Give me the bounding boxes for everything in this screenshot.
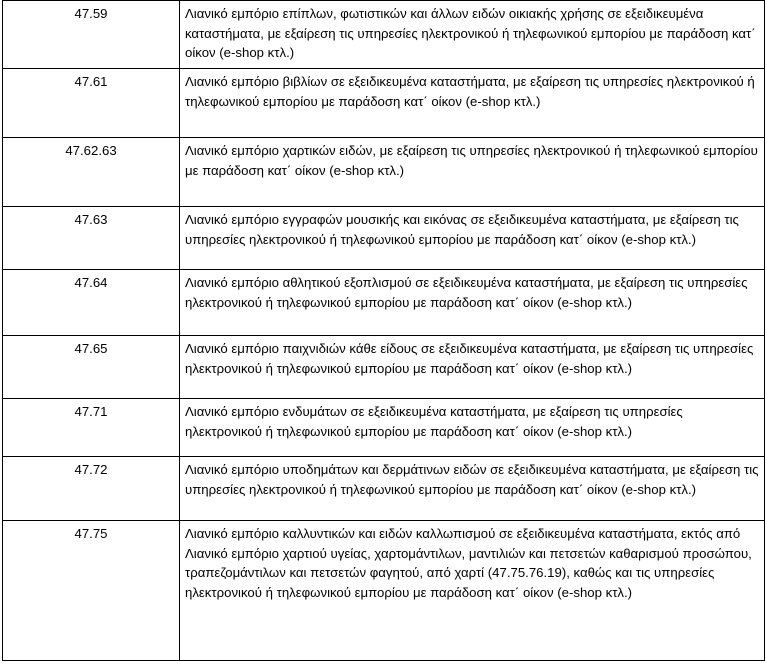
activity-description-cell: Λιανικό εμπόριο αθλητικού εξοπλισμού σε εξειδικευμένα καταστήματα, με εξαίρεση τις υπηρεσίες ηλεκτρονικού ή τηλεφωνικού εμπορίου με παράδοση κατ΄ οίκον (e-shop κτλ.) — [180, 270, 765, 336]
table-row — [3, 399, 765, 457]
activity-codes-table — [2, 0, 765, 661]
table-row — [3, 521, 765, 661]
table-row — [3, 207, 765, 270]
activity-description-cell: Λιανικό εμπόριο χαρτικών ειδών, με εξαίρεση τις υπηρεσίες ηλεκτρονικού ή τηλεφωνικού εμπορίου με παράδοση κατ΄ οίκον (e-shop κτλ.) — [180, 138, 765, 207]
activity-description-cell: Λιανικό εμπόριο υποδημάτων και δερμάτινων ειδών σε εξειδικευμένα καταστήματα, με εξαίρεση τις υπηρεσίες ηλεκτρονικού ή τηλεφωνικού εμπορίου με παράδοση κατ΄ οίκον (e-shop κτλ.) — [180, 457, 765, 521]
table-row — [3, 270, 765, 336]
activity-description-cell: Λιανικό εμπόριο εγγραφών μουσικής και εικόνας σε εξειδικευμένα καταστήματα, με εξαίρεση τις υπηρεσίες ηλεκτρονικού ή τηλεφωνικού εμπορίου με παράδοση κατ΄ οίκον (e-shop κτλ.) — [180, 207, 765, 270]
activity-code-cell: 47.75 — [3, 521, 180, 661]
activity-description-cell: Λιανικό εμπόριο καλλυντικών και ειδών καλλωπισμού σε εξειδικευμένα καταστήματα, εκτός από Λιανικό εμπόριο χαρτιού υγείας, χαρτομάντιλων, μαντιλιών και πετσετών καθαρισμού προσώπου, τραπεζομάντιλων και πετσετών φαγητού, από χαρτί (47.75.76.19), καθώς και τις υπηρεσίες ηλεκτρονικού ή τηλεφωνικού εμπορίου με παράδοση κατ΄ οίκον (e-shop κτλ.) — [180, 521, 765, 661]
table-row — [3, 457, 765, 521]
activity-description-cell: Λιανικό εμπόριο ενδυμάτων σε εξειδικευμένα καταστήματα, με εξαίρεση τις υπηρεσίες ηλεκτρονικού ή τηλεφωνικού εμπορίου με παράδοση κατ΄ οίκον (e-shop κτλ.) — [180, 399, 765, 457]
activity-code-cell: 47.61 — [3, 69, 180, 138]
table-row — [3, 336, 765, 399]
table-row — [3, 69, 765, 138]
activity-description-cell: Λιανικό εμπόριο επίπλων, φωτιστικών και άλλων ειδών οικιακής χρήσης σε εξειδικευμένα καταστήματα, με εξαίρεση τις υπηρεσίες ηλεκτρονικού ή τηλεφωνικού εμπορίου με παράδοση κατ΄ οίκον (e-shop κτλ.) — [180, 1, 765, 69]
table-row — [3, 1, 765, 69]
activity-code-cell: 47.72 — [3, 457, 180, 521]
activity-code-cell: 47.62.63 — [3, 138, 180, 207]
activity-description-cell: Λιανικό εμπόριο βιβλίων σε εξειδικευμένα καταστήματα, με εξαίρεση τις υπηρεσίες ηλεκτρονικού ή τηλεφωνικού εμπορίου με παράδοση κατ΄ οίκον (e-shop κτλ.) — [180, 69, 765, 138]
activity-description-cell: Λιανικό εμπόριο παιχνιδιών κάθε είδους σε εξειδικευμένα καταστήματα, με εξαίρεση τις υπηρεσίες ηλεκτρονικού ή τηλεφωνικού εμπορίου με παράδοση κατ΄ οίκον (e-shop κτλ.) — [180, 336, 765, 399]
activity-code-cell: 47.65 — [3, 336, 180, 399]
activity-code-cell: 47.64 — [3, 270, 180, 336]
activity-code-cell: 47.63 — [3, 207, 180, 270]
table-row — [3, 138, 765, 207]
activity-code-cell: 47.59 — [3, 1, 180, 69]
activity-code-cell: 47.71 — [3, 399, 180, 457]
